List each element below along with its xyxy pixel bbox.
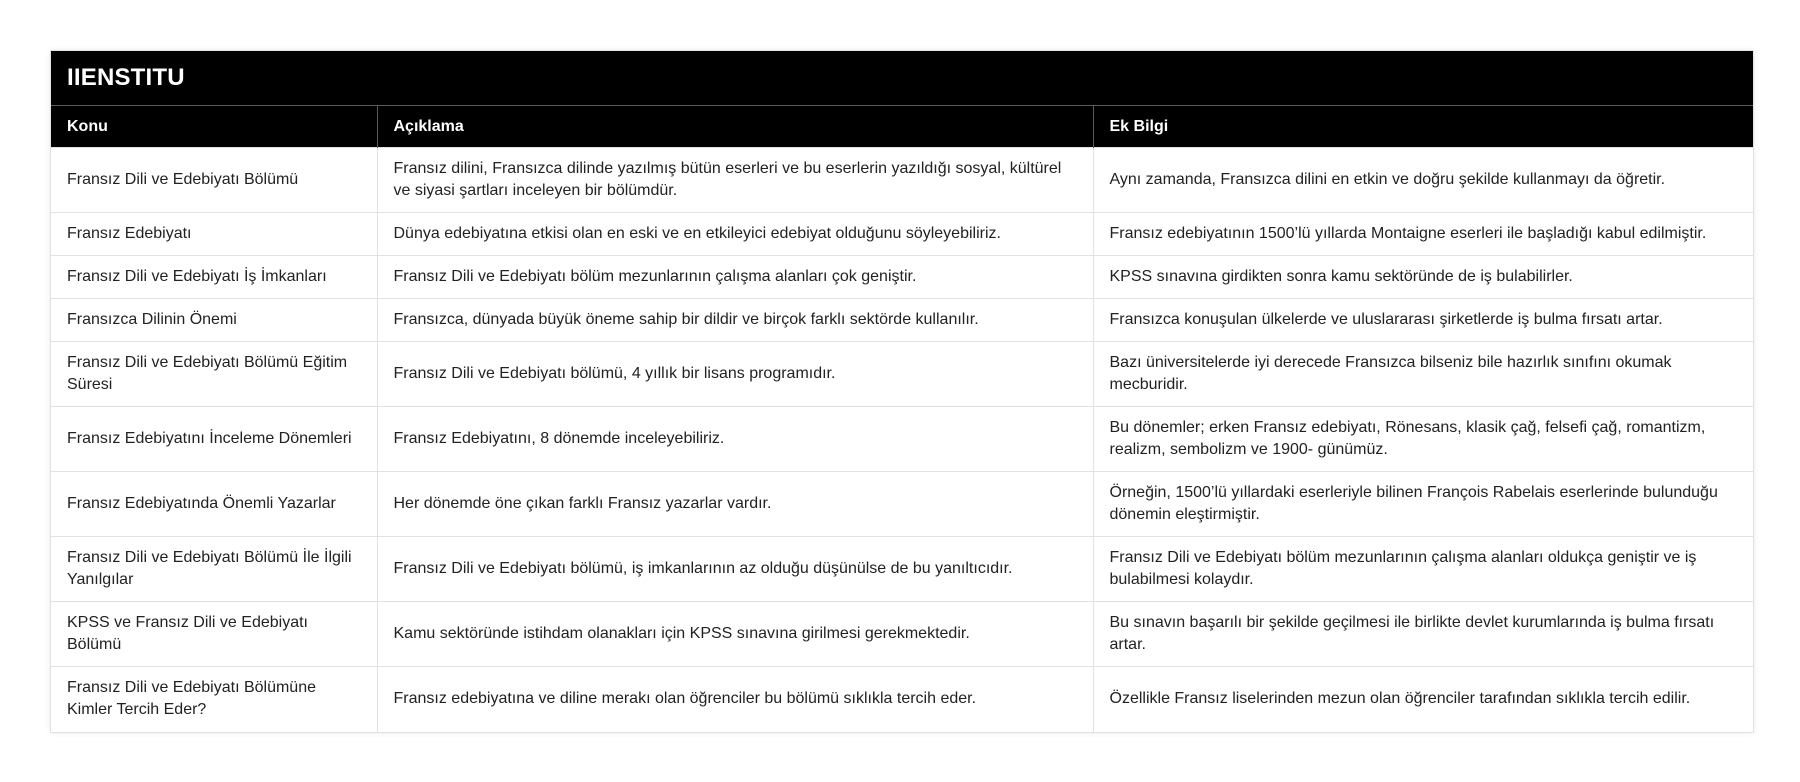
cell-aciklama: Fransız Dili ve Edebiyatı bölümü, 4 yıllık bir lisans programıdır. [377,342,1093,407]
cell-aciklama: Fransız Edebiyatını, 8 dönemde inceleyebiliriz. [377,407,1093,472]
cell-ek-bilgi: Örneğin, 1500’lü yıllardaki eserleriyle bilinen François Rabelais eserlerinde bulunduğu dönemin eleştirmiştir. [1093,472,1753,537]
cell-ek-bilgi: Bazı üniversitelerde iyi derecede Fransızca bilseniz bile hazırlık sınıfını okumak mecburidir. [1093,342,1753,407]
cell-aciklama: Kamu sektöründe istihdam olanakları için KPSS sınavına girilmesi gerekmektedir. [377,602,1093,667]
table-row [51,342,1753,407]
cell-ek-bilgi: Bu dönemler; erken Fransız edebiyatı, Rönesans, klasik çağ, felsefi çağ, romantizm, realizm, sembolizm ve 1900- günümüz. [1093,407,1753,472]
table-title: IIENSTITU [51,51,1753,105]
table-header-row [51,106,1753,148]
cell-konu: Fransız Dili ve Edebiyatı İş İmkanları [51,256,377,299]
cell-aciklama: Dünya edebiyatına etkisi olan en eski ve en etkileyici edebiyat olduğunu söyleyebiliriz. [377,213,1093,256]
cell-ek-bilgi: Bu sınavın başarılı bir şekilde geçilmesi ile birlikte devlet kurumlarında iş bulma fırsatı artar. [1093,602,1753,667]
cell-konu: Fransız Dili ve Edebiyatı Bölümü Eğitim Süresi [51,342,377,407]
column-header-aciklama: Açıklama [377,106,1093,148]
column-header-ek-bilgi: Ek Bilgi [1093,106,1753,148]
cell-aciklama: Fransız edebiyatına ve diline merakı olan öğrenciler bu bölümü sıklıkla tercih eder. [377,667,1093,732]
cell-konu: Fransız Dili ve Edebiyatı Bölümü [51,148,377,213]
info-table [51,105,1753,732]
table-row [51,299,1753,342]
cell-aciklama: Fransız Dili ve Edebiyatı bölüm mezunlarının çalışma alanları çok geniştir. [377,256,1093,299]
table-row [51,537,1753,602]
table-row [51,256,1753,299]
cell-konu: Fransızca Dilinin Önemi [51,299,377,342]
table-row [51,148,1753,213]
cell-konu: Fransız Edebiyatı [51,213,377,256]
cell-ek-bilgi: Özellikle Fransız liselerinden mezun olan öğrenciler tarafından sıklıkla tercih edilir. [1093,667,1753,732]
cell-konu: Fransız Edebiyatını İnceleme Dönemleri [51,407,377,472]
cell-aciklama: Fransız dilini, Fransızca dilinde yazılmış bütün eserleri ve bu eserlerin yazıldığı sosyal, kültürel ve siyasi şartları inceleyen bir bölümdür. [377,148,1093,213]
cell-aciklama: Her dönemde öne çıkan farklı Fransız yazarlar vardır. [377,472,1093,537]
cell-konu: Fransız Dili ve Edebiyatı Bölümü İle İlgili Yanılgılar [51,537,377,602]
cell-ek-bilgi: Fransızca konuşulan ülkelerde ve uluslararası şirketlerde iş bulma fırsatı artar. [1093,299,1753,342]
cell-konu: Fransız Dili ve Edebiyatı Bölümüne Kimler Tercih Eder? [51,667,377,732]
table-row [51,213,1753,256]
table-row [51,407,1753,472]
cell-aciklama: Fransızca, dünyada büyük öneme sahip bir dildir ve birçok farklı sektörde kullanılır. [377,299,1093,342]
cell-konu: KPSS ve Fransız Dili ve Edebiyatı Bölümü [51,602,377,667]
table-row [51,472,1753,537]
table-row [51,602,1753,667]
cell-konu: Fransız Edebiyatında Önemli Yazarlar [51,472,377,537]
content-card [50,50,1754,733]
cell-ek-bilgi: Fransız Dili ve Edebiyatı bölüm mezunlarının çalışma alanları oldukça geniştir ve iş bulabilmesi kolaydır. [1093,537,1753,602]
cell-ek-bilgi: Aynı zamanda, Fransızca dilini en etkin ve doğru şekilde kullanmayı da öğretir. [1093,148,1753,213]
cell-ek-bilgi: Fransız edebiyatının 1500’lü yıllarda Montaigne eserleri ile başladığı kabul edilmiştir. [1093,213,1753,256]
column-header-konu: Konu [51,106,377,148]
cell-ek-bilgi: KPSS sınavına girdikten sonra kamu sektöründe de iş bulabilirler. [1093,256,1753,299]
table-row [51,667,1753,732]
cell-aciklama: Fransız Dili ve Edebiyatı bölümü, iş imkanlarının az olduğu düşünülse de bu yanıltıcıdır. [377,537,1093,602]
